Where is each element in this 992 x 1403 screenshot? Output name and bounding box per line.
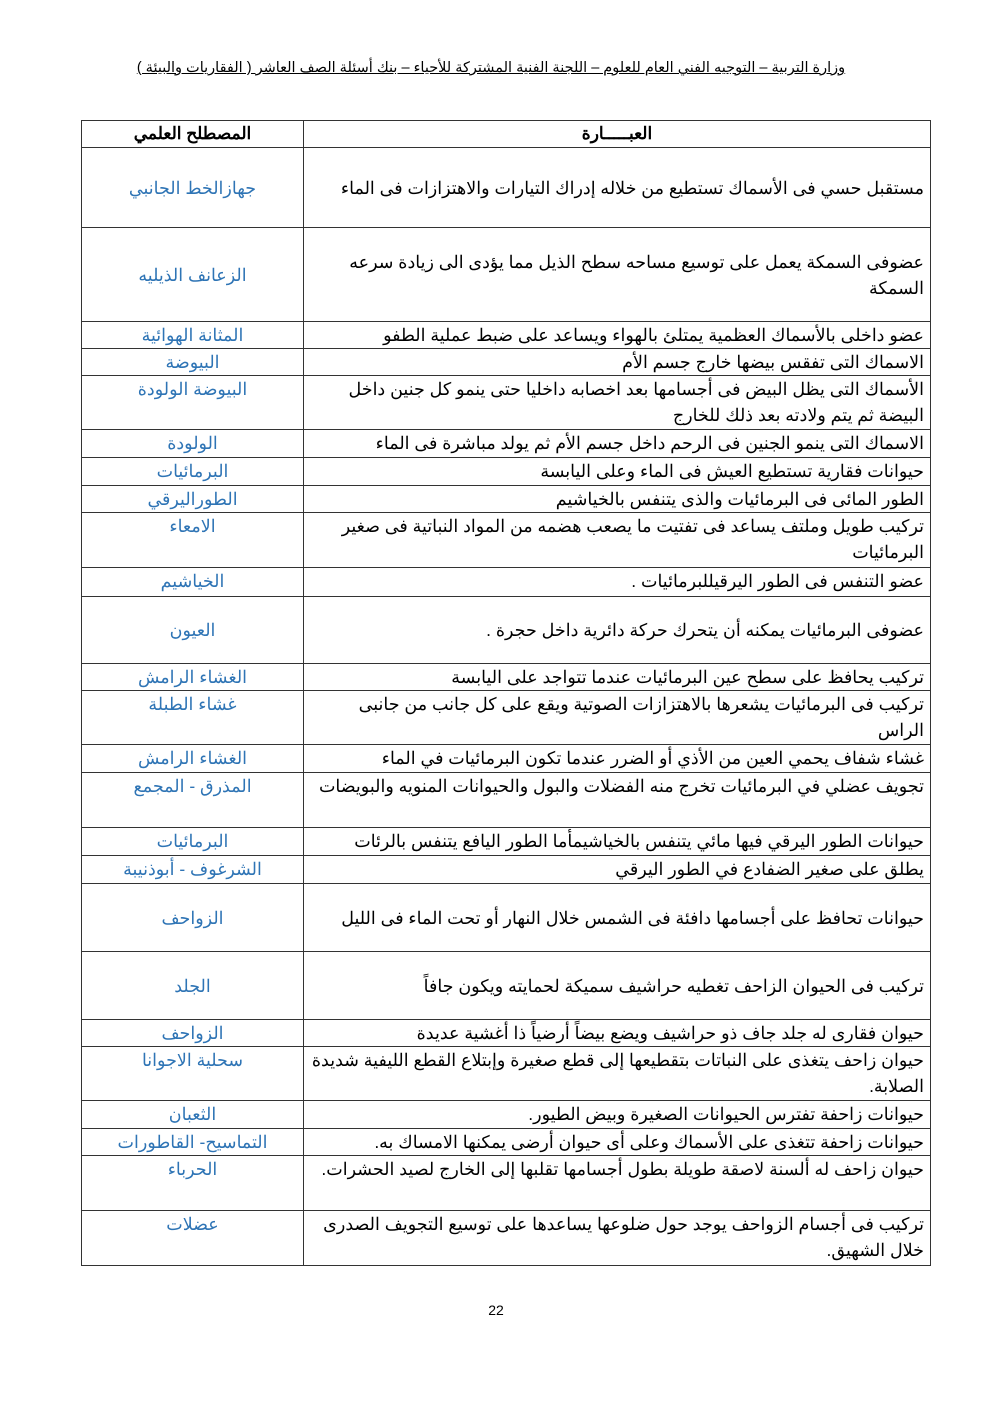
term-cell: المثانة الهوائية bbox=[82, 322, 304, 349]
term-cell: عضلات bbox=[82, 1211, 304, 1266]
statement-cell: حيوان فقارى له جلد جاف ذو حراشيف ويضع بيضاً أرضياً ذا أغشية عديدة bbox=[304, 1020, 931, 1047]
statement-cell: تركيب فى أجسام الزواحف يوجد حول ضلوعها يساعدها على توسيع التجويف الصدرى خلال الشهيق. bbox=[304, 1211, 931, 1266]
table-row bbox=[82, 664, 931, 691]
statement-cell: الاسماك التى تفقس بيضها خارج جسم الأم bbox=[304, 349, 931, 376]
page-number: 22 bbox=[488, 1302, 504, 1318]
page-header: وزارة التربية – التوجيه الفني العام للعلوم – اللجنة الفنية المشتركة للأحياء – بنك أسئلة الصف العاشر ( الفقاريات والبيئة ) bbox=[136, 60, 846, 76]
statement-cell: حيوانات تحافظ على أجسامها دافئة فى الشمس خلال النهار أو تحت الماء فى الليل bbox=[304, 884, 931, 952]
statement-cell: حيوانات الطور اليرقي فيها مائي يتنفس بالخياشيمأما الطور اليافع يتنفس بالرئات bbox=[304, 828, 931, 856]
table-row bbox=[82, 745, 931, 773]
table-row bbox=[82, 828, 931, 856]
table-header-row bbox=[82, 121, 931, 148]
statement-cell: تجويف عضلي في البرمائيات تخرج منه الفضلات والبول والحيوانات المنويه والبويضات bbox=[304, 773, 931, 828]
table-row bbox=[82, 1211, 931, 1266]
table-row bbox=[82, 1129, 931, 1156]
statement-cell: الطور المائى فى البرمائيات والذى يتنفس بالخياشيم bbox=[304, 486, 931, 513]
table-row bbox=[82, 856, 931, 884]
column-header-statement: العبـــــارة bbox=[304, 121, 931, 148]
term-cell: الثعبان bbox=[82, 1101, 304, 1129]
term-cell: الطوراليرقي bbox=[82, 486, 304, 513]
statement-cell: عضوفى البرمائيات يمكنه أن يتحرك حركة دائرية داخل حجرة . bbox=[304, 597, 931, 664]
statement-cell: الأسماك التى يظل البيض فى أجسامها بعد اخصابه داخليا حتى ينمو كل جنين داخل البيضة ثم يتم ولادته بعد ذلك للخارج bbox=[304, 376, 931, 430]
terms-table bbox=[81, 120, 931, 1266]
term-cell: البرمائيات bbox=[82, 458, 304, 486]
statement-cell: تركيب فى الحيوان الزاحف تغطيه حراشيف سميكة لحمايته ويكون جافاً bbox=[304, 952, 931, 1020]
table-row bbox=[82, 1047, 931, 1101]
statement-cell: عضوفى السمكة يعمل على توسيع مساحه سطح الذيل مما يؤدى الى زيادة سرعه السمكة bbox=[304, 228, 931, 322]
table-row bbox=[82, 148, 931, 228]
statement-cell: تركيب يحافظ على سطح عين البرمائيات عندما تتواجد على اليابسة bbox=[304, 664, 931, 691]
table-row bbox=[82, 376, 931, 430]
term-cell: الولودة bbox=[82, 430, 304, 458]
term-cell: الغشاء الرامش bbox=[82, 745, 304, 773]
term-cell: الزواحف bbox=[82, 1020, 304, 1047]
term-cell: البرمائيات bbox=[82, 828, 304, 856]
term-cell: غشاء الطبلة bbox=[82, 691, 304, 745]
table-row bbox=[82, 228, 931, 322]
term-cell: الشرغوف - أبوذنيبة bbox=[82, 856, 304, 884]
table-row bbox=[82, 458, 931, 486]
table-row bbox=[82, 349, 931, 376]
statement-cell: حيوانات زاحفة تفترس الحيوانات الصغيرة وبيض الطيور. bbox=[304, 1101, 931, 1129]
statement-cell: عضو التنفس فى الطور اليرقيللبرمائيات . bbox=[304, 568, 931, 597]
term-cell: العيون bbox=[82, 597, 304, 664]
statement-cell: مستقبل حسي فى الأسماك تستطيع من خلاله إدراك التيارات والاهتزازات فى الماء bbox=[304, 148, 931, 228]
table-row bbox=[82, 568, 931, 597]
table-row bbox=[82, 691, 931, 745]
term-cell: البيوضة الولودة bbox=[82, 376, 304, 430]
statement-cell: تركيب فى البرمائيات يشعرها بالاهتزازات الصوتية ويقع على كل جانب من جانبى الراس bbox=[304, 691, 931, 745]
term-cell: المذرق - المجمع bbox=[82, 773, 304, 828]
table-row bbox=[82, 884, 931, 952]
statement-cell: حيوانات فقارية تستطيع العيش فى الماء وعلى اليابسة bbox=[304, 458, 931, 486]
term-cell: التماسيح- القاطورات bbox=[82, 1129, 304, 1156]
term-cell: الحرباء bbox=[82, 1156, 304, 1211]
table-row bbox=[82, 486, 931, 513]
statement-cell: حيوان زاحف يتغذى على النباتات بتقطيعها إلى قطع صغيرة وإبتلاع القطع الليفية شديدة الصلابة. bbox=[304, 1047, 931, 1101]
term-cell: البيوضة bbox=[82, 349, 304, 376]
table-row bbox=[82, 773, 931, 828]
term-cell: جهازالخط الجانبي bbox=[82, 148, 304, 228]
statement-cell: تركيب طويل وملتف يساعد فى تفتيت ما يصعب هضمه من المواد النباتية فى صغير البرمائيات bbox=[304, 513, 931, 568]
statement-cell: حيوانات زاحفة تتغذى على الأسماك وعلى أى حيوان أرضى يمكنها الامساك به. bbox=[304, 1129, 931, 1156]
table-row bbox=[82, 597, 931, 664]
table-row bbox=[82, 1101, 931, 1129]
table-row bbox=[82, 1156, 931, 1211]
table-row bbox=[82, 1020, 931, 1047]
term-cell: الخياشيم bbox=[82, 568, 304, 597]
table-row bbox=[82, 430, 931, 458]
statement-cell: يطلق على صغير الضفادع في الطور اليرقي bbox=[304, 856, 931, 884]
statement-cell: الاسماك التى ينمو الجنين فى الرحم داخل جسم الأم ثم يولد مباشرة فى الماء bbox=[304, 430, 931, 458]
term-cell: الجلد bbox=[82, 952, 304, 1020]
table-row bbox=[82, 952, 931, 1020]
statement-cell: حيوان زاحف له ألسنة لاصقة طويلة بطول أجسامها تقلبها إلى الخارج لصيد الحشرات. bbox=[304, 1156, 931, 1211]
term-cell: الامعاء bbox=[82, 513, 304, 568]
column-header-term: المصطلح العلمي bbox=[82, 121, 304, 148]
term-cell: الزواحف bbox=[82, 884, 304, 952]
term-cell: الزعانف الذيليه bbox=[82, 228, 304, 322]
term-cell: سحلية الاجوانا bbox=[82, 1047, 304, 1101]
table-row bbox=[82, 513, 931, 568]
table-row bbox=[82, 322, 931, 349]
statement-cell: عضو داخلى بالأسماك العظمية يمتلئ بالهواء ويساعد على ضبط عملية الطفو bbox=[304, 322, 931, 349]
term-cell: الغشاء الرامش bbox=[82, 664, 304, 691]
statement-cell: غشاء شفاف يحمي العين من الأذي أو الضرر عندما تكون البرمائيات في الماء bbox=[304, 745, 931, 773]
